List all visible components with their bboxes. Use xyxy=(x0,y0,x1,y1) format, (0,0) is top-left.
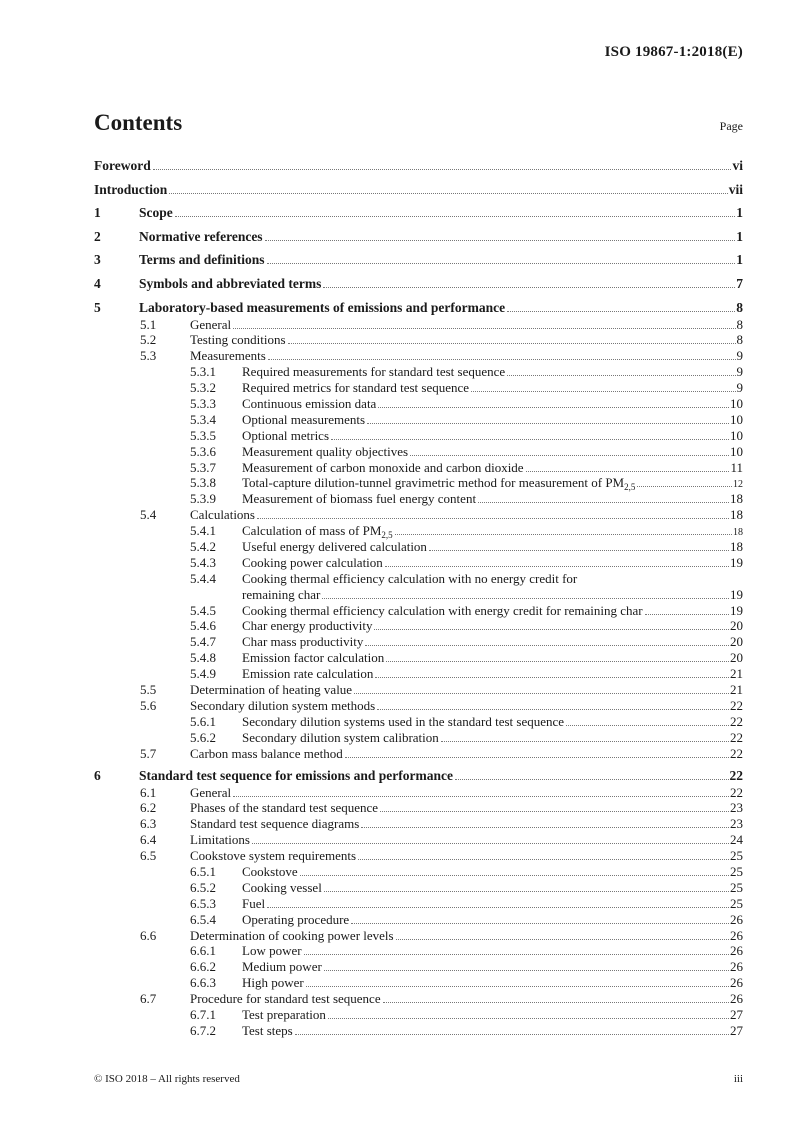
toc-title: Test steps xyxy=(242,1022,293,1038)
toc-number: 5.3.1 xyxy=(190,364,216,380)
toc-number: 6.5.4 xyxy=(190,911,216,927)
toc-title: Cooking thermal efficiency calculation with no energy credit for xyxy=(242,570,578,586)
toc-entry-5-3[interactable] xyxy=(94,348,743,364)
toc-entry-6-6-1[interactable] xyxy=(94,943,743,959)
toc-entry-5-6[interactable] xyxy=(94,698,743,714)
dot-leader xyxy=(637,486,732,487)
toc-number: 5.4.1 xyxy=(190,523,216,539)
dot-leader xyxy=(267,907,729,908)
toc-page: 27 xyxy=(730,1022,743,1038)
dot-leader xyxy=(267,263,736,264)
toc-page: 1 xyxy=(736,205,743,221)
toc-number: 6 xyxy=(94,767,101,783)
toc-title: Determination of heating value xyxy=(190,682,353,698)
dot-leader xyxy=(345,757,729,758)
copyright-notice: © ISO 2018 – All rights reserved xyxy=(94,1073,240,1085)
toc-page: 8 xyxy=(736,299,743,315)
toc-title: Char mass productivity xyxy=(242,634,364,650)
toc-title: Cooking thermal efficiency calculation with energy credit for remaining char xyxy=(242,602,643,618)
toc-page: 19 xyxy=(730,602,743,618)
toc-entry-5-6-1[interactable] xyxy=(94,714,743,730)
toc-number: 5.6 xyxy=(140,697,157,713)
document-id: ISO 19867-1:2018(E) xyxy=(604,44,743,60)
toc-number: 6.5 xyxy=(140,848,157,864)
toc-number: 6.7 xyxy=(140,991,157,1007)
toc-entry-introduction[interactable] xyxy=(94,178,743,202)
dot-leader xyxy=(385,566,729,567)
toc-number: 6.7.1 xyxy=(190,1006,216,1022)
page-number: iii xyxy=(733,1073,743,1085)
dot-leader xyxy=(288,343,736,344)
toc-page: 8 xyxy=(736,316,743,332)
toc-number: 5.4.4 xyxy=(190,570,216,586)
toc-page: 22 xyxy=(730,784,743,800)
dot-leader xyxy=(365,645,729,646)
toc-entry-5-4-5[interactable] xyxy=(94,603,743,619)
toc-number: 5.4.2 xyxy=(190,539,216,555)
toc-entry-6-5-2[interactable] xyxy=(94,880,743,896)
page-title: Contents xyxy=(94,110,183,135)
toc-number: 6.2 xyxy=(140,800,157,816)
subscript: 2,5 xyxy=(381,530,393,541)
toc-title: Emission factor calculation xyxy=(242,650,385,666)
toc-entry-6-5-3[interactable] xyxy=(94,896,743,912)
toc-page: vii xyxy=(728,181,743,197)
toc-page: 27 xyxy=(730,1006,743,1022)
toc-entry-5-4-7[interactable] xyxy=(94,634,743,650)
toc-page: 23 xyxy=(730,816,743,832)
toc-title: Low power xyxy=(242,943,302,959)
toc-title: Symbols and abbreviated terms xyxy=(139,275,322,291)
toc-entry-6-5[interactable] xyxy=(94,848,743,864)
dot-leader xyxy=(471,391,735,392)
toc-title: General xyxy=(190,784,232,800)
toc-entry-6-4[interactable] xyxy=(94,832,743,848)
toc-entry-5-4-8[interactable] xyxy=(94,650,743,666)
toc-number: 6.1 xyxy=(140,784,157,800)
toc-entry-5-4-4-continued[interactable] xyxy=(94,587,743,603)
toc-number: 5.3.7 xyxy=(190,459,216,475)
toc-number: 5.3.2 xyxy=(190,380,216,396)
toc-title: Normative references xyxy=(139,228,263,244)
toc-title: Cooking vessel xyxy=(242,879,322,895)
dot-leader xyxy=(358,859,729,860)
toc-number: 3 xyxy=(94,252,101,268)
toc-number: 5.3.4 xyxy=(190,411,216,427)
toc-number: 4 xyxy=(94,275,101,291)
toc-title: General xyxy=(190,316,232,332)
toc-entry-clause-2[interactable] xyxy=(94,225,743,249)
toc-entry-5-3-7[interactable] xyxy=(94,460,743,476)
toc-number: 6.5.2 xyxy=(190,879,216,895)
toc-number: 5.7 xyxy=(140,745,157,761)
toc-page: 25 xyxy=(730,895,743,911)
toc-title: Phases of the standard test sequence xyxy=(190,800,379,816)
dot-leader xyxy=(566,725,729,726)
toc-entry-clause-4[interactable] xyxy=(94,272,743,296)
toc-entry-foreword[interactable] xyxy=(94,154,743,178)
toc-title: Char energy productivity xyxy=(242,618,373,634)
toc-entry-6-3[interactable] xyxy=(94,816,743,832)
dot-leader xyxy=(257,518,729,519)
toc-page: 18 xyxy=(733,527,743,539)
toc-entry-5-3-8[interactable] xyxy=(94,475,743,491)
toc-entry-5-7[interactable] xyxy=(94,746,743,762)
toc-title: remaining char xyxy=(242,586,321,602)
toc-entry-5-6-2[interactable] xyxy=(94,730,743,746)
toc-entry-5-4-1[interactable] xyxy=(94,523,743,539)
dot-leader xyxy=(386,661,729,662)
toc-number: 5.4.7 xyxy=(190,634,216,650)
dot-leader xyxy=(507,375,735,376)
toc-title: Standard test sequence for emissions and performance xyxy=(139,767,453,783)
dot-leader xyxy=(645,614,729,615)
toc-number: 2 xyxy=(94,228,101,244)
toc-entry-6-5-1[interactable] xyxy=(94,864,743,880)
dot-leader xyxy=(295,1034,729,1035)
toc-page: 22 xyxy=(730,729,743,745)
dot-leader xyxy=(377,709,729,710)
toc-page: 20 xyxy=(730,634,743,650)
dot-leader xyxy=(268,359,736,360)
toc-page: 24 xyxy=(730,832,743,848)
toc-number: 5.4.3 xyxy=(190,554,216,570)
toc-page: 21 xyxy=(730,682,743,698)
toc-title: Testing conditions xyxy=(190,332,286,348)
toc-page: 21 xyxy=(730,666,743,682)
toc-title: Useful energy delivered calculation xyxy=(242,539,427,555)
toc-number: 5.3.8 xyxy=(190,475,216,491)
toc-title: High power xyxy=(242,975,304,991)
table-of-contents xyxy=(94,154,743,1039)
toc-number: 5.4 xyxy=(140,507,157,523)
dot-leader xyxy=(383,1002,729,1003)
toc-entry-clause-6[interactable] xyxy=(94,767,743,785)
toc-entry-6-6[interactable] xyxy=(94,928,743,944)
toc-entry-5-4[interactable] xyxy=(94,507,743,523)
toc-page: 22 xyxy=(729,767,743,783)
dot-leader xyxy=(526,471,730,472)
toc-number: 6.6 xyxy=(140,927,157,943)
toc-number: 1 xyxy=(94,205,101,221)
toc-page: 9 xyxy=(736,364,743,380)
dot-leader xyxy=(304,954,729,955)
toc-number: 5.6.1 xyxy=(190,713,216,729)
toc-title: Continuous emission data xyxy=(242,396,377,412)
toc-title: Required measurements for standard test sequence xyxy=(242,364,506,380)
dot-leader xyxy=(265,240,736,241)
toc-entry-5-3-5[interactable] xyxy=(94,428,743,444)
toc-page: 26 xyxy=(730,959,743,975)
toc-page: 10 xyxy=(730,411,743,427)
dot-leader xyxy=(478,502,729,503)
dot-leader xyxy=(252,843,729,844)
toc-title: Determination of cooking power levels xyxy=(190,927,394,943)
toc-page: vi xyxy=(732,158,743,173)
toc-entry-6-7-1[interactable] xyxy=(94,1007,743,1023)
toc-entry-5-5[interactable] xyxy=(94,682,743,698)
toc-page: 7 xyxy=(736,275,743,291)
toc-entry-6-7-2[interactable] xyxy=(94,1023,743,1039)
toc-title: Cookstove system requirements xyxy=(190,848,357,864)
dot-leader xyxy=(354,693,729,694)
dot-leader xyxy=(169,193,727,194)
toc-page: 26 xyxy=(730,927,743,943)
toc-title xyxy=(242,523,393,539)
toc-entry-5-4-3[interactable] xyxy=(94,555,743,571)
toc-entry-clause-3[interactable] xyxy=(94,248,743,272)
toc-title: Emission rate calculation xyxy=(242,666,374,682)
dot-leader xyxy=(175,216,736,217)
toc-number: 6.3 xyxy=(140,816,157,832)
dot-leader xyxy=(395,534,732,535)
toc-title: Terms and definitions xyxy=(139,252,265,268)
toc-page: 9 xyxy=(736,380,743,396)
dot-leader xyxy=(324,891,729,892)
dot-leader xyxy=(331,439,729,440)
toc-title: Scope xyxy=(139,205,173,221)
toc-entry-5-3-9[interactable] xyxy=(94,491,743,507)
toc-title: Foreword xyxy=(94,158,151,173)
toc-title xyxy=(242,475,635,491)
toc-number: 6.5.3 xyxy=(190,895,216,911)
toc-title: Procedure for standard test sequence xyxy=(190,991,381,1007)
dot-leader xyxy=(410,455,729,456)
toc-page: 19 xyxy=(730,554,743,570)
toc-entry-5-1[interactable] xyxy=(94,317,743,333)
toc-number: 5.4.5 xyxy=(190,602,216,618)
toc-number: 5.6.2 xyxy=(190,729,216,745)
toc-title: Calculations xyxy=(190,507,255,523)
toc-title: Cookstove xyxy=(242,863,298,879)
toc-entry-5-4-2[interactable] xyxy=(94,539,743,555)
toc-title: Secondary dilution system methods xyxy=(190,697,376,713)
toc-title: Limitations xyxy=(190,832,250,848)
toc-entry-5-3-1[interactable] xyxy=(94,364,743,380)
toc-title: Measurement of biomass fuel energy content xyxy=(242,491,477,507)
dot-leader xyxy=(380,811,729,812)
toc-page: 20 xyxy=(730,618,743,634)
toc-page: 11 xyxy=(730,459,743,475)
toc-page: 22 xyxy=(730,697,743,713)
toc-number: 5.3 xyxy=(140,348,157,364)
dot-leader xyxy=(455,779,729,780)
toc-page: 1 xyxy=(736,252,743,268)
toc-entry-6-1[interactable] xyxy=(94,785,743,801)
toc-title-text: Total-capture dilution-tunnel gravimetric method for measurement of PM xyxy=(242,475,625,491)
toc-page: 18 xyxy=(730,491,743,507)
toc-title: Measurement of carbon monoxide and carbon dioxide xyxy=(242,459,524,475)
toc-entry-clause-5[interactable] xyxy=(94,299,743,317)
toc-title: Secondary dilution systems used in the standard test sequence xyxy=(242,713,565,729)
dot-leader xyxy=(233,796,729,797)
toc-page: 18 xyxy=(730,507,743,523)
toc-title: Optional metrics xyxy=(242,427,330,443)
toc-entry-5-3-2[interactable] xyxy=(94,380,743,396)
toc-title: Required metrics for standard test sequence xyxy=(242,380,470,396)
dot-leader xyxy=(233,328,735,329)
dot-leader xyxy=(306,986,729,987)
toc-number: 6.4 xyxy=(140,832,157,848)
page-column-label: Page xyxy=(719,119,743,133)
toc-title: Operating procedure xyxy=(242,911,350,927)
dot-leader xyxy=(300,875,729,876)
toc-page: 26 xyxy=(730,991,743,1007)
toc-page: 10 xyxy=(730,427,743,443)
toc-page: 8 xyxy=(736,332,743,348)
dot-leader xyxy=(153,169,732,170)
toc-entry-6-2[interactable] xyxy=(94,800,743,816)
dot-leader xyxy=(323,287,735,288)
toc-page: 19 xyxy=(730,586,743,602)
toc-page: 26 xyxy=(730,943,743,959)
toc-entry-5-3-3[interactable] xyxy=(94,396,743,412)
dot-leader xyxy=(361,827,729,828)
toc-page: 10 xyxy=(730,396,743,412)
toc-entry-5-4-9[interactable] xyxy=(94,666,743,682)
toc-number: 5 xyxy=(94,299,101,315)
dot-leader xyxy=(378,407,729,408)
subscript: 2,5 xyxy=(624,482,636,493)
toc-title: Standard test sequence diagrams xyxy=(190,816,360,832)
toc-entry-clause-1[interactable] xyxy=(94,201,743,225)
toc-number: 5.3.3 xyxy=(190,396,216,412)
toc-entry-5-4-4[interactable] xyxy=(94,571,743,587)
dot-leader xyxy=(396,939,729,940)
toc-number: 6.7.2 xyxy=(190,1022,216,1038)
toc-entry-5-3-4[interactable] xyxy=(94,412,743,428)
toc-title: Measurements xyxy=(190,348,266,364)
toc-number: 5.4.9 xyxy=(190,666,216,682)
toc-page: 23 xyxy=(730,800,743,816)
toc-title: Introduction xyxy=(94,181,168,197)
toc-entry-6-7[interactable] xyxy=(94,991,743,1007)
toc-number: 5.3.6 xyxy=(190,443,216,459)
toc-entry-5-3-6[interactable] xyxy=(94,444,743,460)
toc-number: 5.5 xyxy=(140,682,157,698)
toc-page: 22 xyxy=(730,745,743,761)
toc-number: 6.6.1 xyxy=(190,943,216,959)
toc-entry-5-4-6[interactable] xyxy=(94,618,743,634)
toc-page: 25 xyxy=(730,848,743,864)
dot-leader xyxy=(324,970,729,971)
toc-title: Secondary dilution system calibration xyxy=(242,729,439,745)
toc-title: Optional measurements xyxy=(242,411,366,427)
toc-title: Fuel xyxy=(242,895,266,911)
toc-title: Measurement quality objectives xyxy=(242,443,409,459)
toc-page: 12 xyxy=(733,479,743,491)
toc-title: Carbon mass balance method xyxy=(190,745,343,761)
toc-entry-6-6-2[interactable] xyxy=(94,959,743,975)
dot-leader xyxy=(441,741,729,742)
dot-leader xyxy=(507,311,735,312)
toc-number: 5.2 xyxy=(140,332,157,348)
toc-title: Test preparation xyxy=(242,1006,326,1022)
toc-number: 5.1 xyxy=(140,316,157,332)
toc-title: Cooking power calculation xyxy=(242,554,383,570)
toc-number: 6.6.2 xyxy=(190,959,216,975)
toc-page: 10 xyxy=(730,443,743,459)
dot-leader xyxy=(322,598,729,599)
toc-page: 18 xyxy=(730,539,743,555)
toc-page: 9 xyxy=(736,348,743,364)
toc-page: 26 xyxy=(730,975,743,991)
toc-title: Medium power xyxy=(242,959,322,975)
dot-leader xyxy=(351,923,729,924)
toc-page: 25 xyxy=(730,879,743,895)
dot-leader xyxy=(374,629,729,630)
toc-number: 5.3.9 xyxy=(190,491,216,507)
toc-number: 5.4.8 xyxy=(190,650,216,666)
toc-page: 22 xyxy=(730,713,743,729)
toc-entry-5-2[interactable] xyxy=(94,332,743,348)
toc-number: 6.6.3 xyxy=(190,975,216,991)
toc-number: 5.3.5 xyxy=(190,427,216,443)
dot-leader xyxy=(375,677,729,678)
toc-page: 25 xyxy=(730,863,743,879)
toc-page: 1 xyxy=(736,228,743,244)
toc-entry-6-5-4[interactable] xyxy=(94,912,743,928)
toc-entry-6-6-3[interactable] xyxy=(94,975,743,991)
toc-title: Laboratory-based measurements of emissions and performance xyxy=(139,299,506,315)
dot-leader xyxy=(328,1018,729,1019)
toc-number: 5.4.6 xyxy=(190,618,216,634)
toc-number: 6.5.1 xyxy=(190,863,216,879)
toc-page: 20 xyxy=(730,650,743,666)
toc-title-text: Calculation of mass of PM xyxy=(242,523,382,539)
dot-leader xyxy=(429,550,729,551)
dot-leader xyxy=(367,423,729,424)
toc-page: 26 xyxy=(730,911,743,927)
